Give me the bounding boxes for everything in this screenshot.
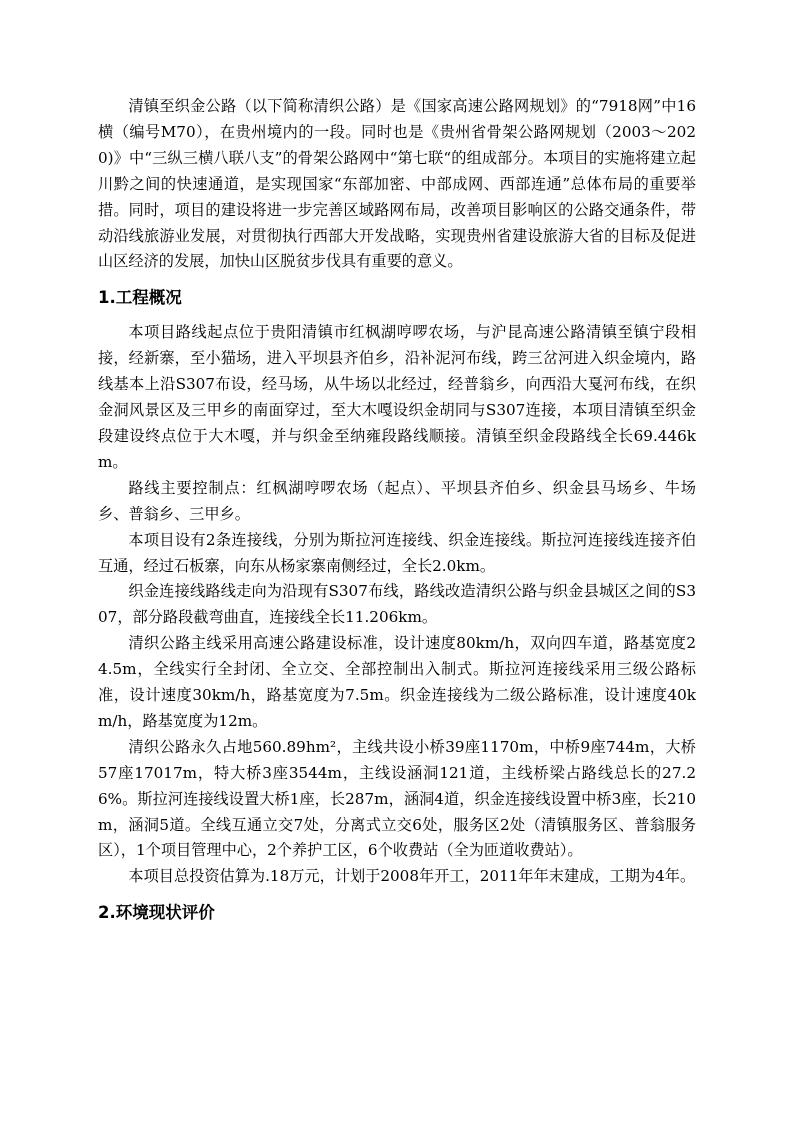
investment-schedule-paragraph: 本项目总投资估算为.18万元，计划于2008年开工，2011年年末建成，工期为4年。 [128, 867, 696, 886]
design-standards-paragraph: 清织公路主线采用高速公路建设标准，设计速度80km/h，双向四车道，路基宽度24.5m，全线实行全封闭、全立交、全部控制出入制式。斯拉河连接线采用三级公路标准，设计速度30km/h，路基宽度为7.5m。织金连接线为二级公路标准，设计速度40km/h，路基宽度为12m。 [98, 634, 696, 730]
zhijin-connector-paragraph: 织金连接线路线走向为沿现有S307布线，路线改造清织公路与织金县城区之间的S307，部分路段截弯曲直，连接线全长11.206km。 [98, 582, 696, 627]
section-heading-environment-assessment: 2.环境现状评价 [98, 903, 215, 923]
control-points-paragraph: 路线主要控制点：红枫湖哼啰农场（起点）、平坝县齐伯乡、织金县马场乡、牛场乡、普翁乡、三甲乡。 [98, 478, 696, 523]
route-description-paragraph: 本项目路线起点位于贵阳清镇市红枫湖哼啰农场，与沪昆高速公路清镇至镇宁段相接，经新寨，至小猫场，进入平坝县齐伯乡，沿补泥河布线，跨三岔河进入织金境内，路线基本上沿S307布设，经马场，从牛场以北经过，经普翁乡，向西沿大戛河布线，在织金洞风景区及三甲乡的南面穿过，至大木嘎设织金胡同与S307连接，本项目清镇至织金段建设终点位于大木嘎，并与织金至纳雍段路线顺接。清镇至织金段路线全长69.446km。 [98, 323, 696, 471]
document-body [98, 94, 696, 923]
intro-paragraph: 清镇至织金公路（以下简称清织公路）是《国家高速公路网规划》的“7918网”中16横（编号M70），在贵州境内的一段。同时也是《贵州省骨架公路网规划（2003～2020)》中“三纵三横八联八支”的骨架公路网中“第七联“的组成部分。本项目的实施将建立起川黔之间的快速通道，是实现国家“东部加密、中部成网、西部连通”总体布局的重要举措。同时，项目的建设将进一步完善区域路网布局，改善项目影响区的公路交通条件，带动沿线旅游业发展，对贯彻执行西部大开发战略，实现贵州省建设旅游大省的目标及促进山区经济的发展，加快山区脱贫步伐具有重要的意义。 [98, 97, 696, 271]
structures-paragraph: 清织公路永久占地560.89hm²，主线共设小桥39座1170m，中桥9座744m，大桥57座17017m，特大桥3座3544m，主线设涵洞121道，主线桥梁占路线总长的27.26%。斯拉河连接线设置大桥1座，长287m，涵洞4道，织金连接线设置中桥3座，长210m，涵洞5道。全线互通立交7处，分离式立交6处，服务区2处（清镇服务区、普翁服务区），1个项目管理中心，2个养护工区，6个收费站（全为匝道收费站）。 [98, 737, 696, 860]
connector-lines-paragraph: 本项目设有2条连接线，分别为斯拉河连接线、织金连接线。斯拉河连接线连接齐伯互通，经过石板寨，向东从杨家寨南侧经过，全长2.0km。 [98, 530, 696, 575]
section-heading-project-overview: 1.工程概况 [98, 288, 182, 308]
